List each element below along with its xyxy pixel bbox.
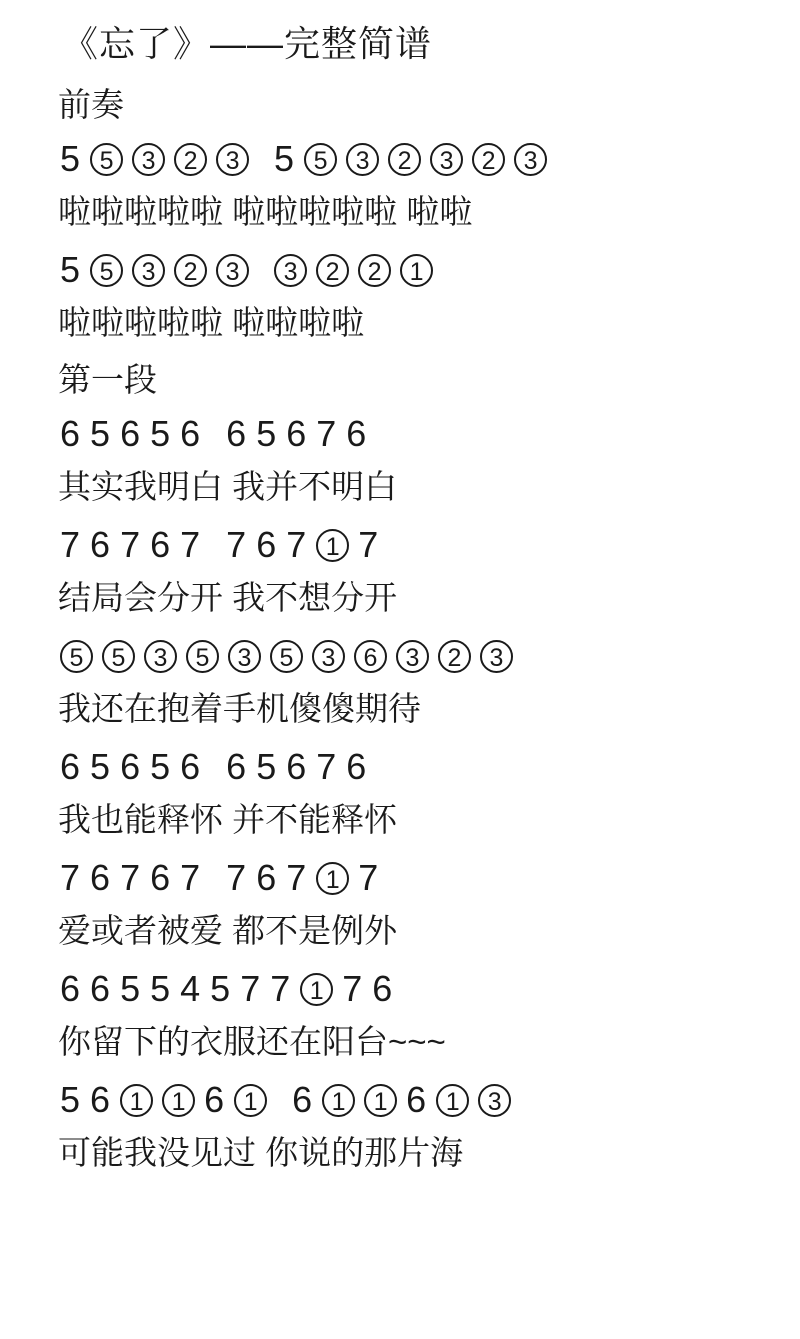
note: 6 bbox=[60, 746, 81, 787]
note-high: 1 bbox=[400, 254, 433, 287]
note-high: 5 bbox=[60, 640, 93, 673]
note: 6 bbox=[120, 413, 141, 454]
lyric-line: 我还在抱着手机傻傻期待 bbox=[58, 690, 421, 727]
note: 6 bbox=[150, 857, 171, 898]
note: 6 bbox=[346, 746, 367, 787]
note-high: 3 bbox=[514, 143, 547, 176]
note-high: 2 bbox=[358, 254, 391, 287]
note: 5 bbox=[90, 746, 111, 787]
note: 7 bbox=[316, 413, 337, 454]
note-high: 3 bbox=[478, 1084, 511, 1117]
note-high: 3 bbox=[274, 254, 307, 287]
note: 7 bbox=[270, 968, 291, 1009]
note-high: 2 bbox=[174, 254, 207, 287]
note: 5 bbox=[120, 968, 141, 1009]
note-high: 3 bbox=[228, 640, 261, 673]
note: 7 bbox=[358, 524, 379, 565]
note: 6 bbox=[90, 1079, 111, 1120]
note: 5 bbox=[150, 968, 171, 1009]
note: 5 bbox=[150, 746, 171, 787]
note: 6 bbox=[226, 746, 247, 787]
note-high: 3 bbox=[396, 640, 429, 673]
note: 7 bbox=[286, 524, 307, 565]
note: 5 bbox=[210, 968, 231, 1009]
notation-line bbox=[60, 413, 800, 454]
note-high: 2 bbox=[316, 254, 349, 287]
note: 6 bbox=[90, 524, 111, 565]
notation-line bbox=[60, 857, 800, 898]
note: 7 bbox=[316, 746, 337, 787]
note-high: 5 bbox=[186, 640, 219, 673]
note: 5 bbox=[60, 1079, 81, 1120]
note: 6 bbox=[286, 746, 307, 787]
note: 6 bbox=[372, 968, 393, 1009]
note-high: 1 bbox=[316, 529, 349, 562]
note: 5 bbox=[60, 249, 81, 290]
notation-line bbox=[60, 746, 800, 787]
note-high: 1 bbox=[120, 1084, 153, 1117]
note: 5 bbox=[256, 746, 277, 787]
note: 4 bbox=[180, 968, 201, 1009]
note-high: 1 bbox=[364, 1084, 397, 1117]
note-high: 1 bbox=[234, 1084, 267, 1117]
lyric-line: 你留下的衣服还在阳台~~~ bbox=[58, 1023, 446, 1060]
note: 5 bbox=[256, 413, 277, 454]
note: 6 bbox=[90, 857, 111, 898]
note-high: 3 bbox=[132, 254, 165, 287]
note: 7 bbox=[226, 857, 247, 898]
note-high: 3 bbox=[430, 143, 463, 176]
note: 6 bbox=[120, 746, 141, 787]
note-high: 5 bbox=[304, 143, 337, 176]
note: 5 bbox=[150, 413, 171, 454]
note-high: 3 bbox=[144, 640, 177, 673]
note-high: 1 bbox=[316, 862, 349, 895]
note: 5 bbox=[274, 138, 295, 179]
note: 7 bbox=[60, 524, 81, 565]
note: 6 bbox=[60, 968, 81, 1009]
note-high: 1 bbox=[162, 1084, 195, 1117]
section-heading: 第一段 bbox=[58, 361, 157, 398]
note-high: 3 bbox=[216, 143, 249, 176]
notation-line bbox=[60, 524, 800, 565]
note: 7 bbox=[226, 524, 247, 565]
note-high: 2 bbox=[438, 640, 471, 673]
lyric-line: 啦啦啦啦啦 啦啦啦啦啦 啦啦 bbox=[58, 193, 473, 230]
note: 7 bbox=[180, 524, 201, 565]
notation-line bbox=[60, 249, 800, 290]
note-high: 5 bbox=[270, 640, 303, 673]
note: 6 bbox=[286, 413, 307, 454]
note: 6 bbox=[180, 413, 201, 454]
note-high: 3 bbox=[346, 143, 379, 176]
note-high: 6 bbox=[354, 640, 387, 673]
note: 6 bbox=[90, 968, 111, 1009]
section-heading: 前奏 bbox=[58, 86, 124, 123]
note: 5 bbox=[90, 413, 111, 454]
note-high: 2 bbox=[388, 143, 421, 176]
note-high: 3 bbox=[132, 143, 165, 176]
lyric-line: 啦啦啦啦啦 啦啦啦啦 bbox=[58, 304, 365, 341]
score-body bbox=[56, 88, 800, 1169]
note-high: 2 bbox=[472, 143, 505, 176]
note-high: 3 bbox=[480, 640, 513, 673]
lyric-line: 结局会分开 我不想分开 bbox=[58, 579, 398, 616]
note: 7 bbox=[120, 524, 141, 565]
note-high: 2 bbox=[174, 143, 207, 176]
note: 6 bbox=[292, 1079, 313, 1120]
note-high: 3 bbox=[312, 640, 345, 673]
note: 7 bbox=[60, 857, 81, 898]
notation-line bbox=[60, 138, 800, 179]
note: 6 bbox=[406, 1079, 427, 1120]
note-high: 3 bbox=[216, 254, 249, 287]
lyric-line: 爱或者被爱 都不是例外 bbox=[58, 912, 398, 949]
note: 6 bbox=[60, 413, 81, 454]
note-high: 1 bbox=[300, 973, 333, 1006]
note-high: 5 bbox=[90, 254, 123, 287]
note: 6 bbox=[256, 524, 277, 565]
note-high: 1 bbox=[436, 1084, 469, 1117]
note: 6 bbox=[204, 1079, 225, 1120]
note: 6 bbox=[256, 857, 277, 898]
note-high: 5 bbox=[90, 143, 123, 176]
note: 7 bbox=[358, 857, 379, 898]
note: 7 bbox=[180, 857, 201, 898]
lyric-line: 可能我没见过 你说的那片海 bbox=[58, 1134, 464, 1171]
lyric-line: 我也能释怀 并不能释怀 bbox=[58, 801, 398, 838]
notation-line bbox=[60, 1079, 800, 1120]
note: 6 bbox=[346, 413, 367, 454]
note: 7 bbox=[286, 857, 307, 898]
note: 6 bbox=[226, 413, 247, 454]
note: 6 bbox=[180, 746, 201, 787]
page-title: 《忘了》——完整简谱 bbox=[62, 23, 433, 64]
note: 5 bbox=[60, 138, 81, 179]
note: 6 bbox=[150, 524, 171, 565]
notation-line bbox=[60, 968, 800, 1009]
note: 7 bbox=[342, 968, 363, 1009]
notation-line bbox=[60, 638, 800, 674]
note: 7 bbox=[240, 968, 261, 1009]
lyric-line: 其实我明白 我并不明白 bbox=[58, 468, 398, 505]
note-high: 5 bbox=[102, 640, 135, 673]
note-high: 1 bbox=[322, 1084, 355, 1117]
note: 7 bbox=[120, 857, 141, 898]
